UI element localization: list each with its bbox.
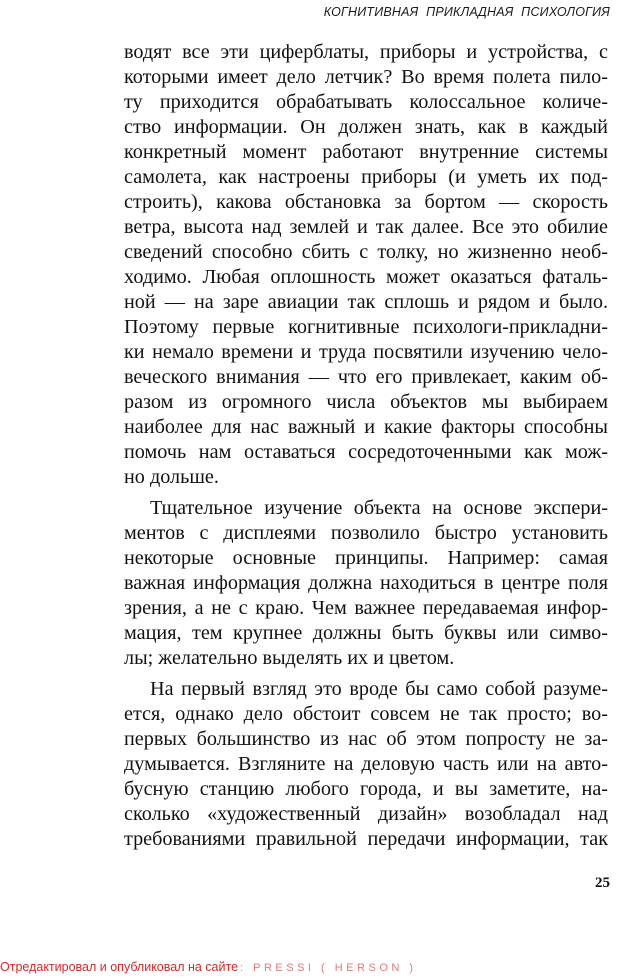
text-line: разом из огромного числа объектов мы выбираем — [124, 391, 608, 413]
text-line: требованиями правильной передачи информации, так — [124, 828, 608, 850]
text-line: важная информация должна находиться в центре поля — [124, 572, 608, 594]
text-line: ветра, высота над землей и так далее. Все это обилие — [124, 216, 608, 238]
text-line: водят все эти циферблаты, приборы и устройства, с — [124, 41, 608, 63]
text-line: Поэтому первые когнитивные психологи-прикладни- — [124, 316, 608, 338]
footer-credit-text: Отредактировал и опубликовал на сайте — [0, 960, 239, 974]
text-line: но дольше. — [124, 466, 219, 488]
text-line: лы; желательно выделять их и цветом. — [124, 647, 455, 669]
text-line: ется, однако дело обстоит совсем не так просто; во- — [124, 703, 608, 725]
footer-credit — [0, 960, 417, 974]
text-line: думывается. Взгляните на деловую часть или на авто- — [124, 753, 608, 775]
text-line: помочь нам оставаться сосредоточенными как мож- — [124, 441, 608, 463]
text-line: первых большинство из нас об этом попросту не за- — [124, 728, 608, 750]
footer-site-link[interactable]: : PRESSI ( HERSON ) — [240, 962, 417, 974]
text-line: строить), какова обстановка за бортом — скорость — [124, 191, 608, 213]
text-line: Тщательное изучение объекта на основе экспери- — [150, 497, 608, 519]
text-line: На первый взгляд это вроде бы само собой разуме- — [150, 678, 608, 700]
text-line: бусную станцию любого города, и вы заметите, на- — [124, 778, 608, 800]
text-line: ство информации. Он должен знать, как в каждый — [124, 116, 608, 138]
text-line: сколько «художественный дизайн» возобладал над — [124, 803, 608, 825]
paragraph-2 — [124, 496, 608, 671]
text-line: мация, тем крупнее должны быть буквы или симво- — [124, 622, 608, 644]
text-line: зрения, а не с краю. Чем важнее передаваемая инфор- — [124, 597, 608, 619]
text-line: веческого внимания — что его привлекает, каким об- — [124, 366, 608, 388]
page-number: 25 — [595, 875, 610, 891]
text-line: которыми имеет дело летчик? Во время полета пило- — [124, 66, 608, 88]
paragraph-3 — [124, 677, 608, 852]
text-line: ходимо. Любая оплошность может оказаться фаталь- — [124, 266, 608, 288]
paragraph-1 — [124, 40, 608, 490]
body-text — [124, 40, 608, 852]
text-line: ту приходится обрабатывать колоссальное количе- — [124, 91, 608, 113]
text-line: ной — на заре авиации так сплошь и рядом и было. — [124, 291, 608, 313]
text-line: сведений способно сбить с толку, но жизненно необ- — [124, 241, 608, 263]
text-line: наиболее для нас важный и какие факторы способны — [124, 416, 608, 438]
running-head: КОГНИТИВНАЯ ПРИКЛАДНАЯ ПСИХОЛОГИЯ — [323, 5, 610, 19]
text-line: ки немало времени и труда посвятили изучению чело- — [124, 341, 608, 363]
text-line: конкретный момент работают внутренние системы — [124, 141, 608, 163]
text-line: самолета, как настроены приборы (и уметь их под- — [124, 166, 608, 188]
text-line: некоторые основные принципы. Например: самая — [124, 547, 608, 569]
text-line: ментов с дисплеями позволило быстро установить — [124, 522, 608, 544]
